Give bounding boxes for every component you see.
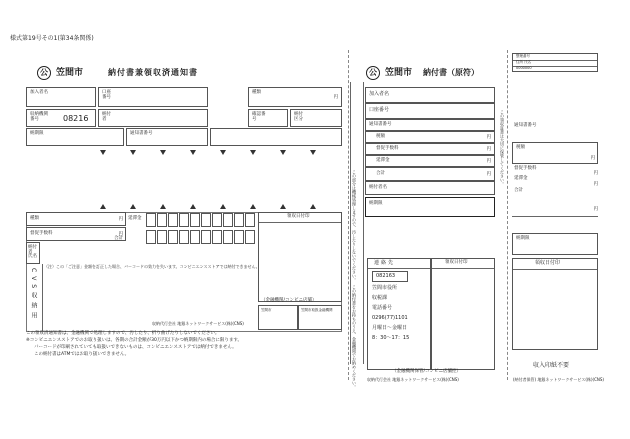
left-kouza-box: 口座番号	[98, 87, 208, 107]
right-entaikin-label: 延滞金	[514, 176, 528, 181]
left-kakunin-box: 確認番号	[248, 109, 288, 127]
form-caption: 様式第19号その1(第34条関係)	[10, 35, 94, 42]
marker-icon	[250, 204, 256, 209]
middle-zeigaku-box: 税額 円	[365, 131, 495, 143]
marker-icon	[310, 150, 316, 155]
left-tsuuchi-box: 通知書番号	[126, 128, 208, 146]
right-company: (納付者保管) 地銀ネットワークサービス(株)(CNS)	[513, 377, 604, 382]
left-hisaku-box: 種類 円	[248, 87, 342, 107]
marker-icon	[250, 150, 256, 155]
receipt-kikan-value: 08216	[63, 114, 89, 123]
perforation-line	[348, 50, 349, 380]
right-tokusoku-label: 督促手数料	[514, 166, 537, 171]
marker-icon	[190, 150, 196, 155]
middle-kanyusha-box: 加入者名	[365, 87, 495, 103]
left-nofu-box: 納付者	[98, 109, 208, 127]
marker-icon	[280, 204, 286, 209]
left-bank-label: （金融機関/コンビニ店舗）	[261, 298, 317, 303]
left-bank-box-1: 笠間市	[258, 305, 298, 330]
entaikin-label: 延滞金	[128, 216, 142, 221]
right-vertical-note: この領収証書は大切に保管してください。	[500, 110, 505, 186]
city-emblem-icon: 公	[37, 66, 51, 80]
right-nofu-kigen-box: 納期限	[512, 233, 598, 255]
middle-bank-label: （金融機関保管/コンビニ店舗控）	[392, 369, 462, 374]
left-nofu-kubun-box: 納付区分	[290, 109, 342, 127]
middle-nofu-box: 納付者名	[365, 181, 495, 195]
left-bank-box-2: 笠間市取扱金融機関	[298, 305, 342, 330]
note-1: この領収済通知書は、金融機関で処理しますので、汚したり、折り曲げたりしないでください。	[26, 331, 220, 336]
marker-icon	[100, 150, 106, 155]
middle-form-title: 納付書（原符）	[423, 68, 479, 77]
goukei-label: 合計	[114, 236, 123, 241]
left-kanyusha-box: 加入者名	[26, 87, 96, 107]
left-shurui-box: 種類 円	[26, 212, 126, 226]
middle-company: 収納代行会社 地銀ネットワークサービス(株)(CNS)	[367, 377, 459, 382]
marker-icon	[220, 204, 226, 209]
left-form-title: 納付書兼領収済通知書	[108, 68, 198, 77]
cvs-label: CVS収納用	[30, 268, 37, 323]
middle-entaikin-box: 延滞金 円	[365, 155, 495, 167]
middle-vertical-note: この部分は機械処理しますので、汚したりしないでください。	[352, 170, 357, 282]
middle-city-name: 笠間市	[385, 68, 413, 78]
right-inshi: 収入印紙不要	[533, 362, 570, 369]
middle-contact-box: 連絡先 082163 笠間市役所 収税課 電話番号 0296(77)1101 月曜日～金曜日 8：30～17：15	[367, 258, 431, 370]
left-city-name: 笠間市	[56, 68, 84, 78]
note-3: バーコードが印刷されていても取扱いできないものは、コンビニエンスストアでは納付できません。	[34, 345, 237, 350]
left-tokusoku-box: 督促手数料 円	[26, 227, 126, 241]
left-nofu-kigen-box: 納期限	[26, 128, 124, 146]
marker-icon	[280, 150, 286, 155]
marker-icon	[310, 204, 316, 209]
marker-icon	[130, 150, 136, 155]
note-4: この納付書はATMではお取り扱いできません。	[34, 352, 130, 357]
marker-icon	[220, 150, 226, 155]
marker-icon	[190, 204, 196, 209]
marker-icon	[130, 204, 136, 209]
left-nofu-simei-box: 納付者 氏名	[26, 242, 40, 264]
middle-tsuuchi-box: 通知書番号	[365, 119, 495, 131]
perforation-line	[507, 50, 508, 380]
middle-tokusoku-box: 督促手数料 円	[365, 143, 495, 155]
city-emblem-icon: 公	[366, 66, 380, 80]
left-company: 収納代行会社 地銀ネットワークサービス(株)(CNS)	[152, 321, 244, 326]
middle-nofu-kigen-box: 納期限	[365, 197, 495, 217]
note-2: ※コンビニエンスストアでのお取り扱いは、各期の合計金額が30万円以下かつ納期限内の場合に限ります。	[26, 338, 242, 343]
right-goukei-label: 合計	[514, 188, 523, 193]
left-blank-box	[210, 128, 342, 146]
middle-goukei-box: 合計 円	[365, 167, 495, 181]
notice-line: （注）この「ご注意」金額を訂正した場合、バーコードの効力を失います。コンビニエンスストアでは納付できません。	[44, 264, 260, 269]
marker-icon	[100, 204, 106, 209]
marker-icon	[160, 204, 166, 209]
right-header-box: 整理番号 住所 氏名 0000000	[512, 53, 598, 72]
left-receipt-kikan-box: 収納機関番号 08216	[26, 109, 96, 127]
left-stamp-area: 領収日付印	[258, 212, 342, 302]
right-tsuuchi-label: 通知書番号	[514, 123, 537, 128]
right-stamp-area: 領収日付印	[512, 258, 598, 350]
marker-icon	[160, 150, 166, 155]
middle-vertical-note-2: この納付書をお持ちのうえ、金融機関でお納めください。	[352, 285, 357, 389]
contact-code: 082163	[376, 273, 396, 279]
right-zeigaku-box: 税額 円	[512, 142, 598, 164]
middle-stamp-area: 領収日付印	[431, 258, 495, 370]
middle-kouza-box: 口座番号	[365, 103, 495, 119]
